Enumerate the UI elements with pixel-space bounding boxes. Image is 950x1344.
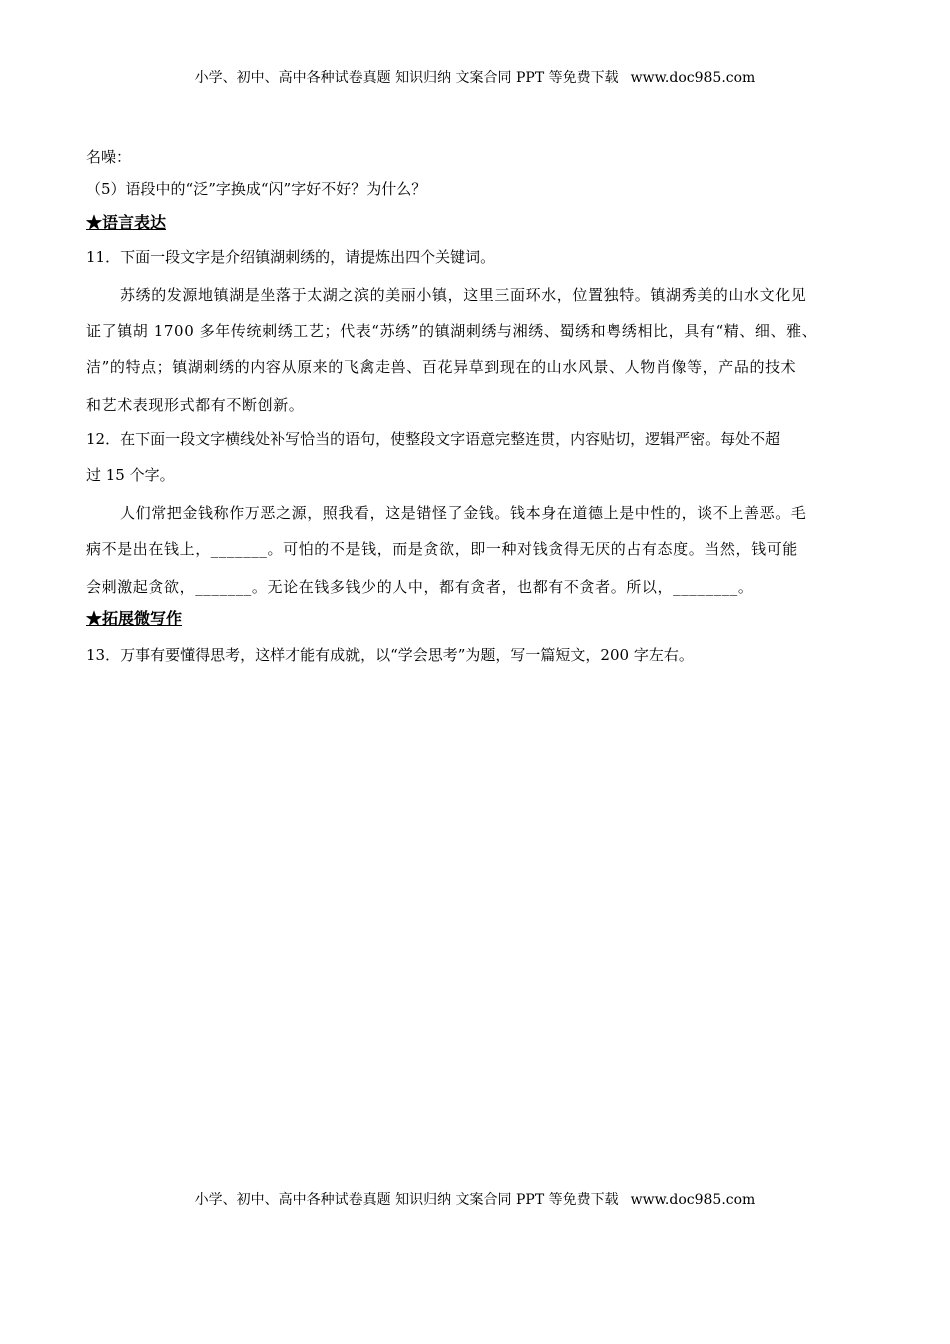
section-heading-extended-writing: ★拓展微写作 <box>86 609 183 628</box>
q12-passage-line-2: 病不是出在钱上，_______。可怕的不是钱，而是贪欲，即一种对钱贪得无厌的占有态度。当然，钱可能 <box>86 540 798 558</box>
q12-passage-line-1: 人们常把金钱称作万恶之源，照我看，这是错怪了金钱。钱本身在道德上是中性的，谈不上善恶。毛 <box>120 504 807 522</box>
page-header <box>0 68 950 88</box>
header-text: 小学、初中、高中各种试卷真题 知识归纳 文案合同 PPT 等免费下载 <box>194 70 619 86</box>
q11-passage-line-3: 洁”的特点；镇湖刺绣的内容从原来的飞禽走兽、百花异草到现在的山水风景、人物肖像等，产品的技术 <box>86 358 797 376</box>
line-mingzao: 名噪： <box>86 148 132 166</box>
q11-passage-line-1: 苏绣的发源地镇湖是坐落于太湖之滨的美丽小镇，这里三面环水，位置独特。镇湖秀美的山水文化见 <box>120 286 807 304</box>
question-12-line-2: 过 15 个字。 <box>86 466 175 484</box>
question-12-line-1: 12．在下面一段文字横线处补写恰当的语句，使整段文字语意完整连贯，内容贴切，逻辑严密。每处不超 <box>86 430 781 448</box>
section-heading-language-expression: ★语言表达 <box>86 213 167 232</box>
q12-passage-line-3: 会刺激起贪欲，_______。无论在钱多钱少的人中，都有贪者，也都有不贪者。所以，________。 <box>86 578 754 596</box>
footer-url[interactable]: www.doc985.com <box>630 1192 756 1208</box>
footer-text: 小学、初中、高中各种试卷真题 知识归纳 文案合同 PPT 等免费下载 <box>194 1192 619 1208</box>
q11-passage-line-4: 和艺术表现形式都有不断创新。 <box>86 396 305 414</box>
page-footer <box>0 1190 950 1210</box>
q11-passage-line-2: 证了镇胡 1700 多年传统刺绣工艺；代表“苏绣”的镇湖刺绣与湘绣、蜀绣和粤绣相比，具有“精、细、雅、 <box>86 322 818 340</box>
question-5: （5）语段中的“泛”字换成“闪”字好不好？为什么？ <box>86 180 427 198</box>
header-url[interactable]: www.doc985.com <box>630 70 756 86</box>
question-13: 13．万事有要懂得思考，这样才能有成就，以“学会思考”为题，写一篇短文，200 字左右。 <box>86 646 694 664</box>
question-11: 11．下面一段文字是介绍镇湖刺绣的，请提炼出四个关键词。 <box>86 248 496 266</box>
